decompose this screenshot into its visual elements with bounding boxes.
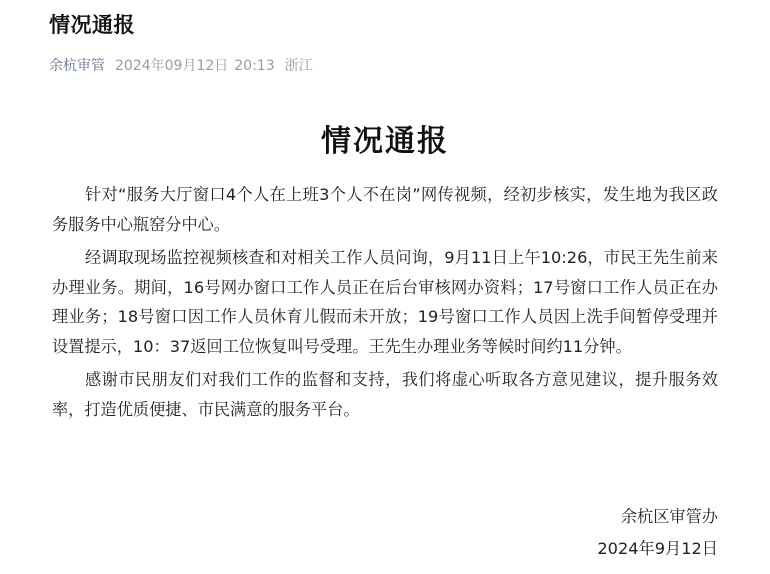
article-title: 情况通报 — [49, 13, 135, 37]
document-heading: 情况通报 — [321, 124, 449, 159]
paragraph: 感谢市民朋友们对我们工作的监督和支持，我们将虚心听取各方意见建议，提升服务效率，打造优质便捷、市民满意的服务平台。 — [52, 370, 718, 419]
signature-date: 2024年9月12日 — [597, 539, 718, 558]
signature-organization: 余杭区审管办 — [620, 507, 718, 526]
publish-time: 20:13 — [234, 58, 275, 74]
publish-region: 浙江 — [284, 58, 313, 74]
paragraph: 针对“服务大厅窗口4个人在上班3个人不在岗”网传视频，经初步核实，发生地为我区政务服务中心瓶窑分中心。 — [52, 185, 718, 234]
paragraph: 经调取现场监控视频核查和对相关工作人员问询，9月11日上午10:26，市民王先生前来办理业务。期间，16号网办窗口工作人员正在后台审核网办资料；17号窗口工作人员正在办理业务；18号窗口因工作人员休育儿假而未开放；19号窗口工作人员因上洗手间暂停受理并设置提示，10：37返回工位恢复叫号受理。王先生办理业务等候时间约11分钟。 — [52, 248, 718, 356]
article-meta — [49, 55, 313, 75]
account-name-link[interactable]: 余杭审管 — [49, 58, 105, 74]
document-body — [52, 180, 718, 428]
publish-date: 2024年09月12日 — [115, 58, 229, 74]
